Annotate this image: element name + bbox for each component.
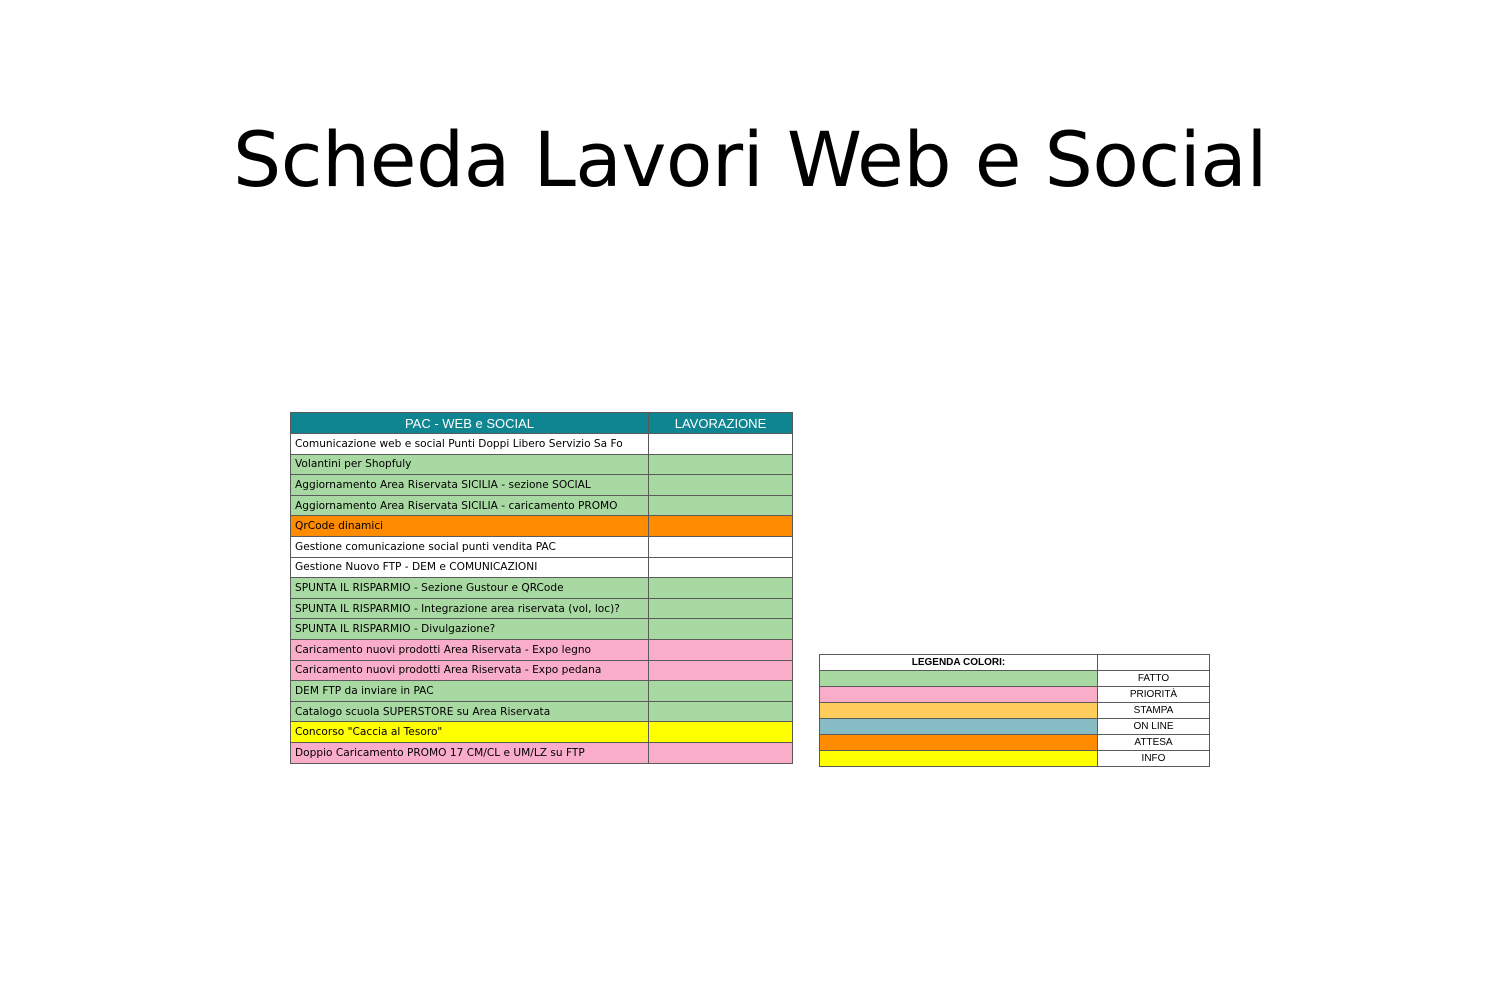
legend-swatch — [820, 735, 1098, 751]
task-cell: Gestione comunicazione social punti vendita PAC — [291, 536, 649, 557]
table-row — [291, 495, 793, 516]
task-cell: Gestione Nuovo FTP - DEM e COMUNICAZIONI — [291, 557, 649, 578]
table-row — [291, 660, 793, 681]
column-header-status: LAVORAZIONE — [649, 413, 793, 434]
table-row — [291, 619, 793, 640]
table-row — [291, 639, 793, 660]
status-cell — [649, 516, 793, 537]
table-row — [291, 536, 793, 557]
legend-label: ATTESA — [1098, 735, 1210, 751]
table-row — [291, 475, 793, 496]
task-cell: DEM FTP da inviare in PAC — [291, 681, 649, 702]
table-row — [291, 434, 793, 455]
legend-row — [820, 687, 1210, 703]
task-cell: SPUNTA IL RISPARMIO - Integrazione area riservata (vol, loc)? — [291, 598, 649, 619]
legend-label: PRIORITÀ — [1098, 687, 1210, 703]
status-cell — [649, 434, 793, 455]
task-cell: Caricamento nuovi prodotti Area Riservata - Expo legno — [291, 639, 649, 660]
table-row — [291, 598, 793, 619]
status-cell — [649, 578, 793, 599]
task-cell: SPUNTA IL RISPARMIO - Sezione Gustour e QRCode — [291, 578, 649, 599]
task-cell: Comunicazione web e social Punti Doppi Libero Servizio Sa Fo — [291, 434, 649, 455]
column-header-task: PAC - WEB e SOCIAL — [291, 413, 649, 434]
legend-label: ON LINE — [1098, 719, 1210, 735]
table-row — [291, 578, 793, 599]
status-cell — [649, 742, 793, 763]
task-cell: Catalogo scuola SUPERSTORE su Area Riservata — [291, 701, 649, 722]
table-row — [291, 557, 793, 578]
page-title: Scheda Lavori Web e Social — [233, 115, 1267, 204]
legend-title: LEGENDA COLORI: — [820, 655, 1098, 671]
status-cell — [649, 619, 793, 640]
legend-label: FATTO — [1098, 671, 1210, 687]
task-cell: Aggiornamento Area Riservata SICILIA - sezione SOCIAL — [291, 475, 649, 496]
table-row — [291, 454, 793, 475]
legend-row — [820, 703, 1210, 719]
status-cell — [649, 536, 793, 557]
legend-header-row — [820, 655, 1210, 671]
legend-header-empty-cell — [1098, 655, 1210, 671]
status-cell — [649, 681, 793, 702]
legend-table-body — [820, 655, 1210, 767]
legend-row — [820, 671, 1210, 687]
task-cell: Aggiornamento Area Riservata SICILIA - caricamento PROMO — [291, 495, 649, 516]
table-row — [291, 516, 793, 537]
status-cell — [649, 495, 793, 516]
legend-label: INFO — [1098, 751, 1210, 767]
status-cell — [649, 598, 793, 619]
legend-row — [820, 735, 1210, 751]
table-row — [291, 722, 793, 743]
status-cell — [649, 722, 793, 743]
work-table-header-row — [291, 413, 793, 434]
legend-label: STAMPA — [1098, 703, 1210, 719]
status-cell — [649, 454, 793, 475]
table-row — [291, 701, 793, 722]
status-cell — [649, 660, 793, 681]
status-cell — [649, 639, 793, 660]
legend-swatch — [820, 719, 1098, 735]
legend-row — [820, 751, 1210, 767]
status-cell — [649, 701, 793, 722]
task-cell: Caricamento nuovi prodotti Area Riservata - Expo pedana — [291, 660, 649, 681]
legend-row — [820, 719, 1210, 735]
table-row — [291, 742, 793, 763]
table-row — [291, 681, 793, 702]
work-table — [290, 412, 793, 764]
status-cell — [649, 475, 793, 496]
legend-swatch — [820, 687, 1098, 703]
task-cell: Volantini per Shopfuly — [291, 454, 649, 475]
legend-swatch — [820, 751, 1098, 767]
task-cell: Concorso "Caccia al Tesoro" — [291, 722, 649, 743]
task-cell: QrCode dinamici — [291, 516, 649, 537]
work-table-body — [291, 434, 793, 764]
task-cell: Doppio Caricamento PROMO 17 CM/CL e UM/LZ su FTP — [291, 742, 649, 763]
legend-swatch — [820, 671, 1098, 687]
legend-table — [819, 654, 1210, 767]
task-cell: SPUNTA IL RISPARMIO - Divulgazione? — [291, 619, 649, 640]
legend-swatch — [820, 703, 1098, 719]
status-cell — [649, 557, 793, 578]
